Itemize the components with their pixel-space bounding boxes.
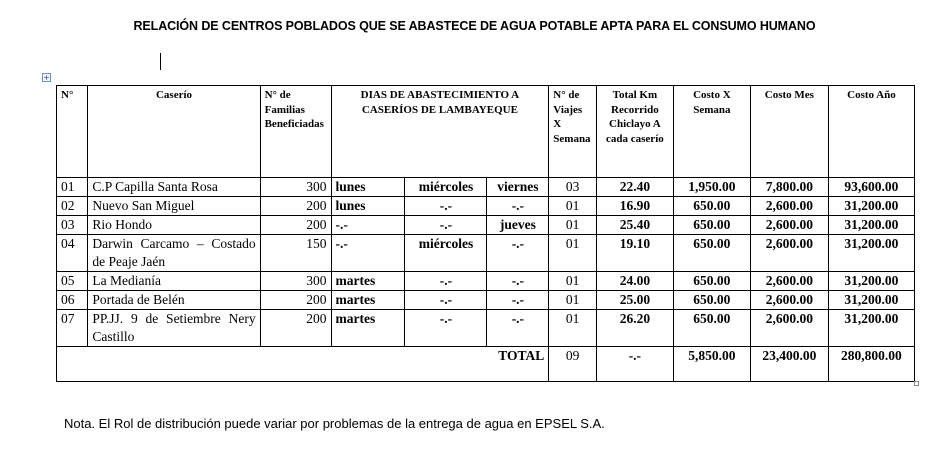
cell-km: 19.10: [596, 235, 673, 272]
cell-dia2: -.-: [405, 310, 487, 347]
total-row: [57, 347, 915, 382]
cell-dia2: -.-: [405, 272, 487, 291]
table-row: [57, 291, 915, 310]
cell-dia1: lunes: [331, 197, 405, 216]
cell-anio: 31,200.00: [828, 197, 914, 216]
cell-num: 02: [57, 197, 88, 216]
total-viajes: 09: [549, 347, 597, 382]
cell-semana: 650.00: [673, 216, 750, 235]
cell-km: 25.40: [596, 216, 673, 235]
cell-km: 25.00: [596, 291, 673, 310]
table-row: [57, 310, 915, 347]
cell-viajes: 01: [549, 216, 597, 235]
cell-viajes: 03: [549, 178, 597, 197]
header-dias: DIAS DE ABASTECIMIENTO A CASERÍOS DE LAMBAYEQUE: [331, 86, 549, 178]
cell-familias: 300: [260, 178, 331, 197]
cell-mes: 2,600.00: [750, 235, 828, 272]
cell-dia1: martes: [331, 272, 405, 291]
cell-mes: 2,600.00: [750, 310, 828, 347]
cell-dia3: viernes: [487, 178, 549, 197]
table-row: [57, 178, 915, 197]
cell-caserio: PP.JJ. 9 de Setiembre Nery Castillo: [88, 310, 260, 347]
cell-dia3: -.-: [487, 235, 549, 272]
header-viajes: N° de Viajes X Semana: [549, 86, 597, 178]
cell-viajes: 01: [549, 272, 597, 291]
cell-km: 22.40: [596, 178, 673, 197]
supply-table: [56, 85, 915, 382]
header-costo-semana: Costo X Semana: [673, 86, 750, 178]
cell-anio: 93,600.00: [828, 178, 914, 197]
cell-mes: 2,600.00: [750, 272, 828, 291]
cell-viajes: 01: [549, 291, 597, 310]
table-row: [57, 272, 915, 291]
document-title: RELACIÓN DE CENTROS POBLADOS QUE SE ABASTECE DE AGUA POTABLE APTA PARA EL CONSUMO HUMANO: [133, 19, 816, 33]
cell-dia2: -.-: [405, 216, 487, 235]
cell-viajes: 01: [549, 235, 597, 272]
cell-dia1: -.-: [331, 216, 405, 235]
cell-semana: 650.00: [673, 272, 750, 291]
cell-familias: 200: [260, 197, 331, 216]
header-num: N°: [57, 86, 88, 178]
cell-anio: 31,200.00: [828, 235, 914, 272]
cell-dia3: -.-: [487, 272, 549, 291]
table-row: [57, 216, 915, 235]
cell-semana: 650.00: [673, 235, 750, 272]
cell-num: 04: [57, 235, 88, 272]
cell-caserio: Nuevo San Miguel: [88, 197, 260, 216]
cell-dia2: miércoles: [405, 235, 487, 272]
cell-dia3: -.-: [487, 310, 549, 347]
cell-familias: 200: [260, 216, 331, 235]
total-km: -.-: [596, 347, 673, 382]
cell-caserio: Rio Hondo: [88, 216, 260, 235]
cell-num: 05: [57, 272, 88, 291]
cell-semana: 650.00: [673, 291, 750, 310]
cell-caserio: Darwin Carcamo – Costado de Peaje Jaén: [88, 235, 260, 272]
total-anio: 280,800.00: [828, 347, 914, 382]
header-costo-mes: Costo Mes: [750, 86, 828, 178]
cell-semana: 1,950.00: [673, 178, 750, 197]
total-label: TOTAL: [57, 347, 549, 382]
cell-anio: 31,200.00: [828, 291, 914, 310]
cell-familias: 300: [260, 272, 331, 291]
cell-viajes: 01: [549, 197, 597, 216]
header-km: Total Km Recorrido Chiclayo A cada caserío: [596, 86, 673, 178]
cell-dia3: -.-: [487, 197, 549, 216]
cell-familias: 200: [260, 310, 331, 347]
cell-familias: 200: [260, 291, 331, 310]
cell-caserio: Portada de Belén: [88, 291, 260, 310]
cell-caserio: La Medianía: [88, 272, 260, 291]
cell-dia2: -.-: [405, 197, 487, 216]
total-mes: 23,400.00: [750, 347, 828, 382]
footnote: Nota. El Rol de distribución puede variar por problemas de la entrega de agua en EPSEL S.A.: [64, 416, 605, 431]
table-move-handle-icon[interactable]: +: [43, 73, 50, 82]
cell-dia2: -.-: [405, 291, 487, 310]
cell-km: 24.00: [596, 272, 673, 291]
cell-dia2: miércoles: [405, 178, 487, 197]
cell-num: 01: [57, 178, 88, 197]
cell-caserio: C.P Capilla Santa Rosa: [88, 178, 260, 197]
cell-dia1: -.-: [331, 235, 405, 272]
table-resize-handle-icon[interactable]: [914, 381, 919, 386]
text-cursor: [160, 53, 161, 70]
header-costo-anio: Costo Año: [828, 86, 914, 178]
table-row: [57, 197, 915, 216]
total-semana: 5,850.00: [673, 347, 750, 382]
cell-num: 06: [57, 291, 88, 310]
cell-viajes: 01: [549, 310, 597, 347]
cell-km: 26.20: [596, 310, 673, 347]
cell-mes: 2,600.00: [750, 197, 828, 216]
cell-km: 16.90: [596, 197, 673, 216]
header-caserio: Caserío: [88, 86, 260, 178]
cell-anio: 31,200.00: [828, 310, 914, 347]
cell-num: 03: [57, 216, 88, 235]
header-familias: N° de Familias Beneficiadas: [260, 86, 331, 178]
cell-semana: 650.00: [673, 310, 750, 347]
cell-mes: 7,800.00: [750, 178, 828, 197]
cell-mes: 2,600.00: [750, 216, 828, 235]
cell-anio: 31,200.00: [828, 272, 914, 291]
cell-dia3: -.-: [487, 291, 549, 310]
table-body: [57, 178, 915, 347]
cell-semana: 650.00: [673, 197, 750, 216]
cell-dia1: martes: [331, 310, 405, 347]
cell-mes: 2,600.00: [750, 291, 828, 310]
cell-dia1: martes: [331, 291, 405, 310]
cell-dia3: jueves: [487, 216, 549, 235]
cell-anio: 31,200.00: [828, 216, 914, 235]
table-row: [57, 235, 915, 272]
cell-dia1: lunes: [331, 178, 405, 197]
cell-familias: 150: [260, 235, 331, 272]
cell-num: 07: [57, 310, 88, 347]
header-row: [57, 86, 915, 178]
